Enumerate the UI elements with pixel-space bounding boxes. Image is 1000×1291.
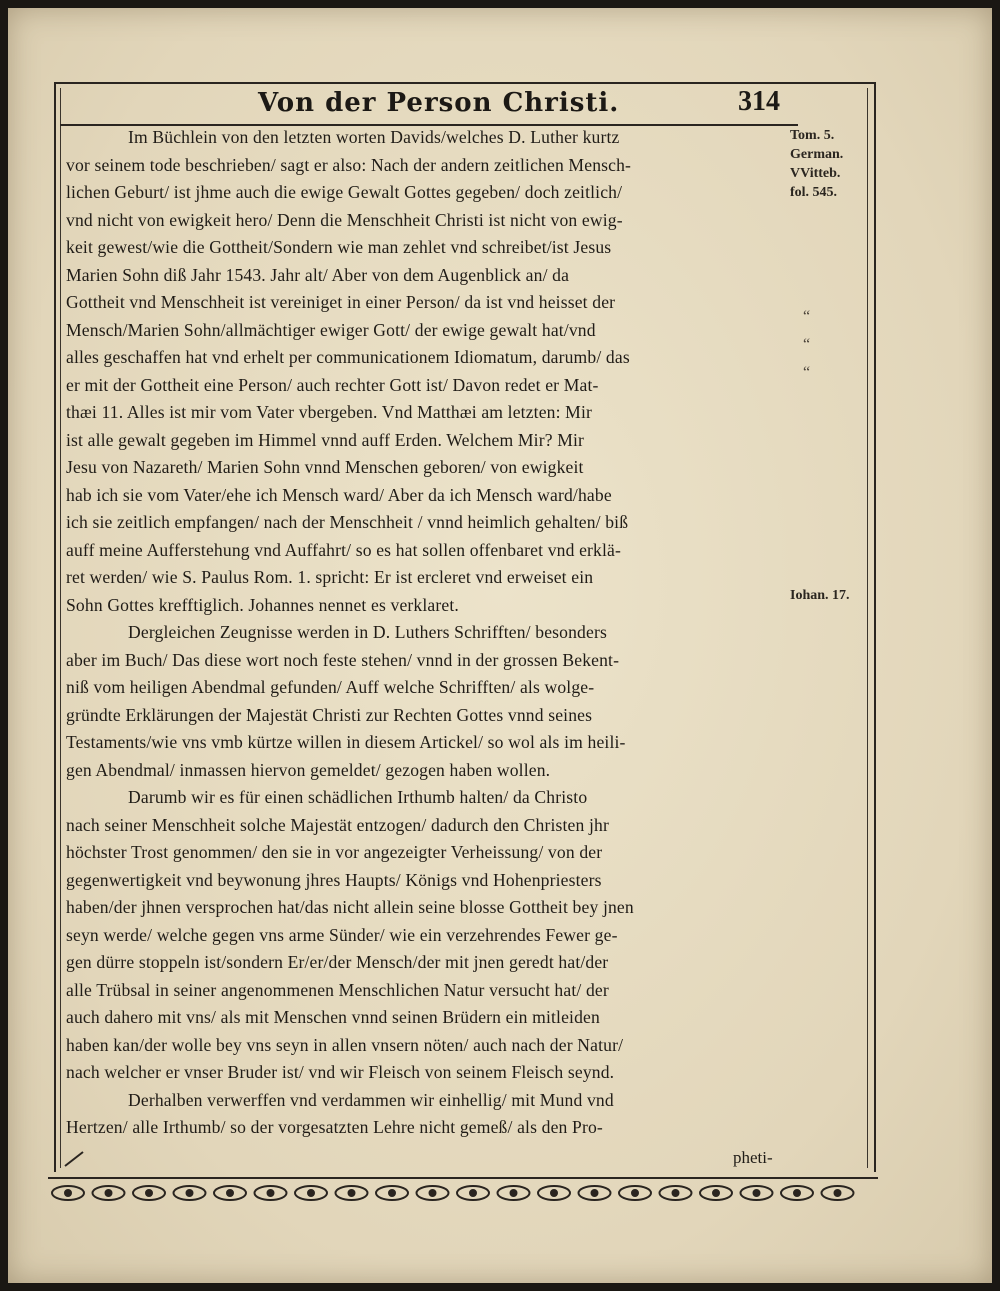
text-line: thæi 11. Alles ist mir vom Vater vbergeben. Vnd Matthæi am letzten: Mir bbox=[66, 402, 593, 422]
ornament-dot bbox=[389, 1190, 395, 1196]
margin-note-line: German. bbox=[790, 147, 844, 162]
text-line: Marien Sohn diß Jahr 1543. Jahr alt/ Aber von dem Augenblick an/ da bbox=[66, 264, 570, 285]
ornament-dot bbox=[349, 1190, 355, 1196]
margin-quote-mark: “ bbox=[803, 336, 811, 353]
ornament-dot bbox=[794, 1190, 800, 1196]
ornament-dot bbox=[551, 1190, 557, 1196]
text-line: ist alle gewalt gegeben im Himmel vnnd auff Erden. Welchem Mir? Mir bbox=[66, 429, 585, 450]
text-line: gegenwertigkeit vnd beywonung jhres Haupts/ Königs vnd Hohenpriesters bbox=[66, 869, 602, 890]
text-line: auff meine Aufferstehung vnd Auffahrt/ so es hat sollen offenbaret vnd erklä- bbox=[66, 539, 622, 560]
text-line: Mensch/Marien Sohn/allmächtiger ewiger Gott/ der ewige gewalt hat/vnd bbox=[66, 319, 596, 340]
ornament-dot bbox=[227, 1190, 233, 1196]
catchword: pheti- bbox=[733, 1148, 773, 1167]
text-line: auch dahero mit vns/ als mit Menschen vnnd seinen Brüdern ein mitleiden bbox=[66, 1007, 600, 1027]
ornament-dot bbox=[106, 1190, 112, 1196]
text-line: Gottheit vnd Menschheit ist vereiniget in einer Person/ da ist vnd heisset der bbox=[66, 292, 616, 312]
ornament-dot bbox=[187, 1190, 193, 1196]
text-line: haben/der jhnen versprochen hat/das nicht allein seine blosse Gottheit bey jnen bbox=[66, 897, 634, 917]
ornament-dot bbox=[754, 1190, 760, 1196]
ornament-dot bbox=[430, 1190, 436, 1196]
text-line: Dergleichen Zeugnisse werden in D. Luthers Schrifften/ besonders bbox=[128, 622, 607, 642]
text-line: vnd nicht von ewigkeit hero/ Denn die Menschheit Christi ist nicht von ewig- bbox=[66, 209, 623, 230]
text-line: höchster Trost genommen/ den sie in vor angezeigter Verheissung/ von der bbox=[66, 842, 603, 862]
book-page bbox=[8, 8, 992, 1283]
text-line: nach welcher er vnser Bruder ist/ vnd wir Fleisch von seinem Fleisch seynd. bbox=[66, 1062, 615, 1082]
text-line: gründte Erklärungen der Majestät Christi zur Rechten Gottes vnnd seines bbox=[66, 704, 593, 725]
ornament-dot bbox=[511, 1190, 517, 1196]
text-line: Derhalben verwerffen vnd verdammen wir einhellig/ mit Mund vnd bbox=[128, 1089, 614, 1110]
text-line: Hertzen/ alle Irthumb/ so der vorgesatzten Lehre nicht gemeß/ als den Pro- bbox=[66, 1117, 603, 1137]
text-line: er mit der Gottheit eine Person/ auch rechter Gott ist/ Davon redet er Mat- bbox=[66, 374, 599, 395]
text-line: Darumb wir es für einen schädlichen Irthumb halten/ da Christo bbox=[128, 787, 588, 807]
margin-quote-mark: “ bbox=[803, 364, 811, 381]
text-line: nach seiner Menschheit solche Majestät entzogen/ dadurch den Christen jhr bbox=[66, 814, 609, 835]
margin-quote-mark: “ bbox=[803, 308, 811, 325]
ornament-dot bbox=[835, 1190, 841, 1196]
text-line: keit gewest/wie die Gottheit/Sondern wie man zehlet vnd schreibet/ist Jesus bbox=[66, 237, 612, 257]
text-line: seyn werde/ welche gegen vns arme Sünder/ wie ein verzehrendes Fewer ge- bbox=[66, 924, 618, 945]
ornament-dot bbox=[713, 1190, 719, 1196]
text-line: ret werden/ wie S. Paulus Rom. 1. spricht: Er ist ercleret vnd erweiset ein bbox=[66, 567, 594, 587]
text-line: lichen Geburt/ ist jhme auch die ewige Gewalt Gottes gegeben/ doch zeitlich/ bbox=[66, 182, 623, 202]
corner-stroke-mark bbox=[63, 1148, 85, 1168]
running-title: Von der Person Christi. bbox=[258, 88, 620, 118]
ornament-dot bbox=[146, 1190, 152, 1196]
text-line: Jesu von Nazareth/ Marien Sohn vnnd Menschen geboren/ von ewigkeit bbox=[66, 457, 584, 477]
ornament-dot bbox=[308, 1190, 314, 1196]
text-line: haben kan/der wolle bey vns seyn in allen vnsern nöten/ auch nach der Natur/ bbox=[66, 1034, 624, 1055]
margin-note-johannes: Iohan. 17. bbox=[790, 588, 850, 603]
margin-note-line: fol. 545. bbox=[790, 185, 838, 200]
text-line: alles geschaffen hat vnd erhelt per communicationem Idiomatum, darumb/ das bbox=[66, 347, 630, 367]
text-line: hab ich sie vom Vater/ehe ich Mensch ward/ Aber da ich Mensch ward/habe bbox=[66, 484, 612, 505]
margin-note-line: VVitteb. bbox=[790, 166, 841, 181]
ornamental-border bbox=[48, 1174, 878, 1208]
text-line: alle Trübsal in seiner angenommenen Menschlichen Natur versucht hat/ der bbox=[66, 979, 609, 1000]
text-line: gen dürre stoppeln ist/sondern Er/er/der Mensch/der mit jnen geredt hat/der bbox=[66, 952, 609, 972]
margin-note-line: Tom. 5. bbox=[790, 128, 835, 143]
margin-note-reference bbox=[790, 126, 843, 202]
ornament-dot bbox=[592, 1190, 598, 1196]
text-line: gen Abendmal/ inmassen hiervon gemeldet/ gezogen haben wollen. bbox=[66, 759, 551, 780]
ornament-dot bbox=[673, 1190, 679, 1196]
ornament-dot bbox=[632, 1190, 638, 1196]
ornament-dot bbox=[470, 1190, 476, 1196]
text-line: aber im Buch/ Das diese wort noch feste stehen/ vnnd in der grossen Bekent- bbox=[66, 649, 620, 670]
text-line: Testaments/wie vns vmb kürtze willen in diesem Artickel/ so wol als im heili- bbox=[66, 732, 626, 752]
page-number: 314 bbox=[738, 86, 780, 117]
body-text bbox=[66, 124, 794, 1142]
text-line: niß vom heiligen Abendmal gefunden/ Auff welche Schrifften/ als wolge- bbox=[66, 677, 595, 697]
text-line: ich sie zeitlich empfangen/ nach der Menschheit / vnnd heimlich gehalten/ biß bbox=[66, 512, 629, 532]
text-line: vor seinem tode beschrieben/ sagt er also: Nach der andern zeitlichen Mensch- bbox=[66, 154, 632, 175]
text-line: Im Büchlein von den letzten worten Davids/welches D. Luther kurtz bbox=[128, 127, 620, 147]
text-line: Sohn Gottes krefftiglich. Johannes nennet es verklaret. bbox=[66, 594, 459, 615]
ornament-dot bbox=[268, 1190, 274, 1196]
ornament-dot bbox=[65, 1190, 71, 1196]
